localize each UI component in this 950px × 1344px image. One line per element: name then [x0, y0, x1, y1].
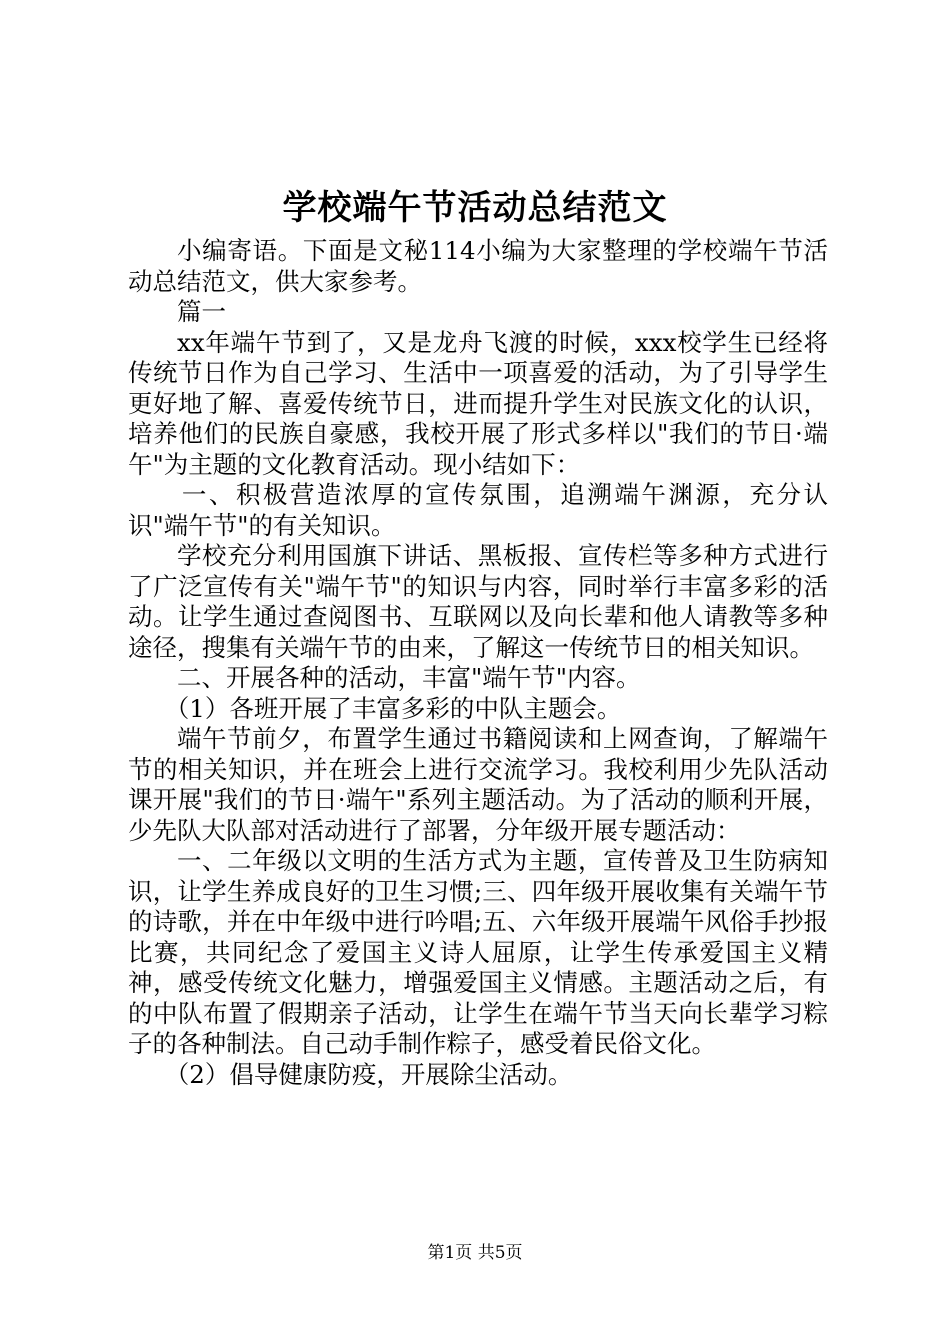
body-paragraph: 学校充分利用国旗下讲话、黑板报、宣传栏等多种方式进行了广泛宣传有关"端午节"的知识与内容，同时举行丰富多彩的活动。让学生通过查阅图书、互联网以及向长辈和他人请教等多种途径，搜集有关端午节的由来，了解这一传统节日的相关知识。 [128, 541, 828, 662]
subsection-heading: （1）各班开展了丰富多彩的中队主题会。 [164, 693, 622, 723]
subsection-heading: （2）倡导健康防疫，开展除尘活动。 [164, 1059, 573, 1089]
document-title: 学校端午节活动总结范文 [282, 188, 668, 228]
intro-paragraph: 小编寄语。下面是文秘114小编为大家整理的学校端午节活动总结范文，供大家参考。 [128, 236, 828, 296]
document-body [128, 236, 828, 1090]
page-footer: 第1页 共5页 [427, 1243, 523, 1263]
section-heading: 二、开展各种的活动，丰富"端午节"内容。 [177, 663, 641, 692]
body-paragraph: 端午节前夕，布置学生通过书籍阅读和上网查询，了解端午节的相关知识，并在班会上进行交流学习。我校利用少先队活动课开展"我们的节日·端午"系列主题活动。为了活动的顺利开展，少先队大队部对活动进行了部署，分年级开展专题活动： [128, 724, 828, 845]
body-paragraph: xx年端午节到了，又是龙舟飞渡的时候，xxx校学生已经将传统节日作为自己学习、生活中一项喜爱的活动，为了引导学生更好地了解、喜爱传统节日，进而提升学生对民族文化的认识，培养他们的民族自豪感，我校开展了形式多样以"我们的节日·端午"为主题的文化教育活动。现小结如下： [128, 327, 828, 479]
section-heading: 一、积极营造浓厚的宣传氛围，追溯端午渊源，充分认识"端午节"的有关知识。 [128, 480, 828, 540]
body-paragraph: 一、二年级以文明的生活方式为主题，宣传普及卫生防病知识，让学生养成良好的卫生习惯;三、四年级开展收集有关端午节的诗歌，并在中年级中进行吟唱;五、六年级开展端午风俗手抄报比赛，共同纪念了爱国主义诗人屈原，让学生传承爱国主义精神，感受传统文化魅力，增强爱国主义情感。主题活动之后，有的中队布置了假期亲子活动，让学生在端午节当天向长辈学习粽子的各种制法。自己动手制作粽子，感受着民俗文化。 [128, 846, 828, 1058]
section-label: 篇一 [177, 297, 226, 326]
